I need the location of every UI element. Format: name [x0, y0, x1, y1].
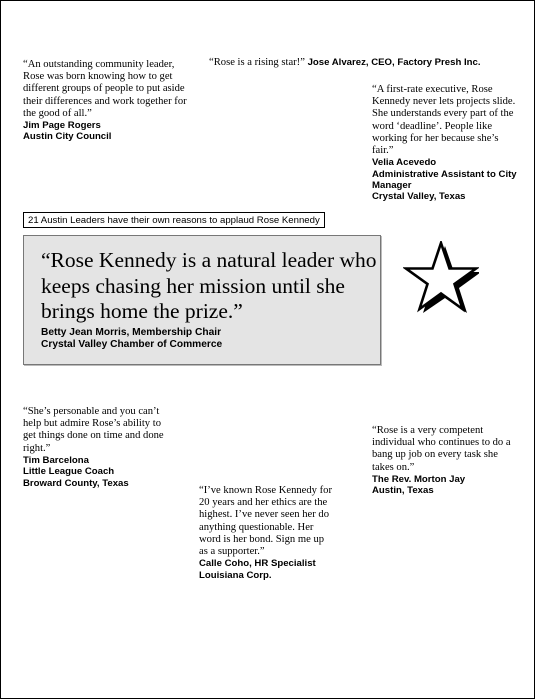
- quote-text: “She’s personable and you can’t help but admire Rose’s ability to get things done on time and done right.”: [23, 406, 164, 454]
- quote-author-place: Crystal Valley, Texas: [372, 191, 466, 203]
- quote-author-title: Austin City Council: [23, 131, 112, 143]
- featured-quote-organization: Crystal Valley Chamber of Commerce: [41, 339, 223, 351]
- quote-text: “A first-rate executive, Rose Kennedy never lets projects slide. She understands every part of the word ‘deadline’. People like working for her because she’s fair.”: [372, 84, 516, 157]
- quote-author-title: Administrative Assistant to City Manager: [372, 168, 517, 192]
- star-icon: [403, 241, 479, 313]
- featured-quote-box: [23, 235, 381, 365]
- endorsement-quote-jay: [372, 425, 522, 497]
- quote-text: “Rose is a rising star!”: [209, 57, 305, 68]
- endorsement-quote-coho: [199, 485, 335, 581]
- quote-text: “I’ve known Rose Kennedy for 20 years and her ethics are the highest. I’ve never seen her do anything questionable. Her word is her bond. Sign me up as a supporter.”: [199, 485, 332, 558]
- quote-text: “Rose is a very competent individual who continues to do a bang up job on every task she takes on.”: [372, 425, 511, 473]
- headline-banner: 21 Austin Leaders have their own reasons to applaud Rose Kennedy: [23, 212, 325, 228]
- featured-quote-text: “Rose Kennedy is a natural leader who keeps chasing her mission until she brings home the prize.”: [41, 248, 377, 323]
- quote-author-place: Louisiana Corp.: [199, 569, 272, 581]
- quote-author: The Rev. Morton Jay: [372, 473, 466, 485]
- quote-author: Tim Barcelona: [23, 454, 89, 466]
- endorsement-quote-rogers: [23, 59, 188, 143]
- endorsement-quote-barcelona: [23, 406, 175, 489]
- quote-author: Jim Page Rogers: [23, 120, 101, 132]
- quote-text: “An outstanding community leader, Rose was born knowing how to get different groups of people to put aside their differences and work together for the good of all.”: [23, 59, 187, 119]
- featured-quote-attribution: [41, 327, 222, 352]
- endorsement-quote-acevedo: [372, 84, 522, 203]
- quote-author: Velia Acevedo: [372, 157, 437, 169]
- endorsement-quote-alvarez: [209, 57, 519, 69]
- quote-author-title: Little League Coach: [23, 466, 115, 478]
- quote-author: Calle Coho, HR Specialist: [199, 558, 316, 570]
- featured-quote-author: Betty Jean Morris, Membership Chair: [41, 327, 222, 338]
- quote-author-place: Broward County, Texas: [23, 477, 129, 489]
- quote-author: Jose Alvarez, CEO, Factory Presh Inc.: [307, 57, 481, 68]
- quote-author-place: Austin, Texas: [372, 485, 434, 497]
